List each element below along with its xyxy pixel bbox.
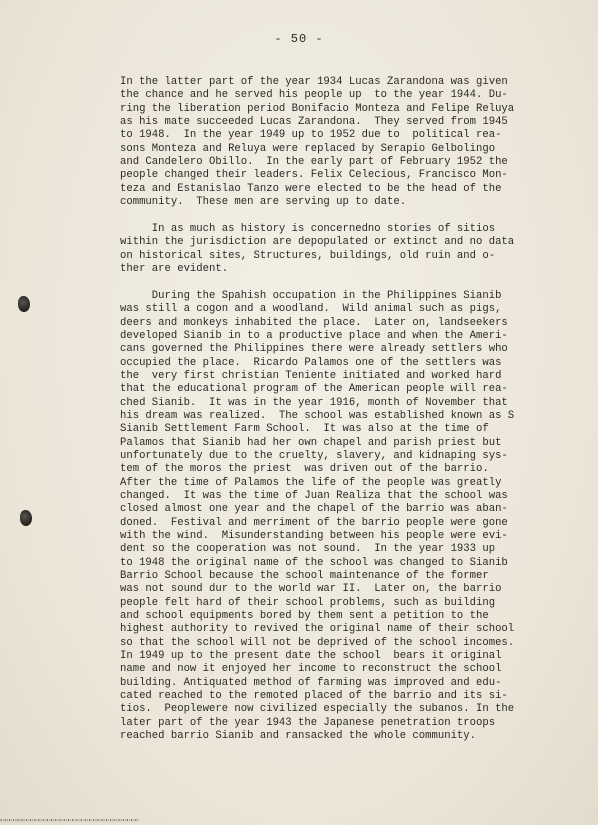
text-line: In 1949 up to the present date the school bears it original (120, 650, 502, 663)
text-line: In the latter part of the year 1934 Lucas Zarandona was given (120, 76, 508, 88)
text-line: unfortunately due to the cruelty, slavery, and kidnaping sys- (120, 449, 508, 462)
text-line: within the jurisdiction are depopulated or extinct and no data (120, 236, 515, 249)
text-line: dent so the cooperation was not sound. In the year 1933 up (120, 543, 496, 556)
text-line: reached barrio Sianib and ransacked the whole community. (120, 730, 477, 743)
text-line: teza and Estanislao Tanzo were elected to be the head of the (120, 182, 502, 195)
text-line: Barrio School because the school maintenance of the former (120, 570, 489, 583)
text-line: tem of the moros the priest was driven out of the barrio. (120, 463, 489, 476)
text-line: cated reached to the remoted placed of the barrio and its si- (120, 690, 508, 703)
text-line: his dream was realized. The school was established known as S (120, 409, 515, 422)
scan-footer-strip: ▮▯▮▯▮▯▮▯▮▯▮▯▮▯▮▯▮▯▮▯▮▯▮▯▮▯▮▯▮▯▮▯▮▯▮▯▮▯▮▯▮▯▮▯▮▯▮▯▮▯▮▯▮▯▮▯▮▯▮▯▮▯▮▯▮▯ (0, 819, 140, 823)
text-line: occupied the place. Ricardo Palamos one of the settlers was (120, 356, 502, 369)
text-line: that the educational program of the American people will rea- (120, 383, 508, 396)
document-body (120, 76, 540, 744)
paragraph-gap (120, 209, 540, 223)
text-line: highest authority to revived the original name of their school (120, 623, 515, 636)
paragraph-gap (120, 276, 540, 290)
text-line: ring the liberation period Bonifacio Monteza and Felipe Reluya (120, 102, 515, 115)
paragraph (120, 290, 540, 744)
text-line: doned. Festival and merriment of the barrio people were gone (120, 516, 508, 529)
text-line: developed Sianib in to a productive place and when the Ameri- (120, 329, 508, 342)
text-line: closed almost one year and the chapel of the barrio was aban- (120, 503, 508, 516)
paragraph (120, 76, 540, 209)
text-line: During the Spahish occupation in the Philippines Sianib (120, 289, 502, 302)
text-line: with the wind. Misunderstanding between his people were evi- (120, 530, 508, 542)
text-line: In as much as history is concernedno stories of sitios (120, 222, 496, 235)
text-line: tios. Peoplewere now civilized especially the subanos. In the (120, 703, 515, 716)
text-line: sons Monteza and Reluya were replaced by Serapio Gelbolingo (120, 142, 496, 155)
text-line: ther are evident. (120, 262, 229, 275)
text-line: people changed their leaders. Felix Celecious, Francisco Mon- (120, 169, 508, 182)
text-line: Palamos that Sianib had her own chapel and parish priest but (120, 436, 502, 449)
text-line: as his mate succeeded Lucas Zarandona. They served from 1945 (120, 116, 508, 129)
text-line: later part of the year 1943 the Japanese penetration troops (120, 716, 496, 729)
text-line: was not sound dur to the world war II. Later on, the barrio (120, 583, 502, 596)
text-line: community. These men are serving up to date. (120, 196, 407, 209)
text-line: deers and monkeys inhabited the place. Later on, landseekers (120, 316, 508, 329)
text-line: was still a cogon and a woodland. Wild animal such as pigs, (120, 303, 502, 316)
text-line: people felt hard of their school problems, such as building (120, 596, 496, 609)
page-number: - 50 - (274, 32, 324, 46)
text-line: cans governed the Philippines there were already settlers who (120, 343, 508, 356)
text-line: ched Sianib. It was in the year 1916, month of November that (120, 396, 508, 409)
text-line: on historical sites, Structures, buildings, old ruin and o- (120, 249, 496, 262)
paragraph (120, 223, 540, 276)
text-line: to 1948. In the year 1949 up to 1952 due to political rea- (120, 129, 502, 142)
text-line: building. Antiquated method of farming was improved and edu- (120, 676, 502, 689)
punch-hole (20, 510, 32, 526)
text-line: so that the school will not be deprived of the school incomes. (120, 636, 515, 649)
text-line: name and now it enjoyed her income to reconstruct the school (120, 663, 502, 676)
text-line: to 1948 the original name of the school was changed to Sianib (120, 556, 508, 569)
text-line: and Candelero Obillo. In the early part of February 1952 the (120, 156, 508, 169)
text-line: Sianib Settlement Farm School. It was also at the time of (120, 423, 489, 436)
text-line: changed. It was the time of Juan Realiza that the school was (120, 489, 508, 502)
text-line: the chance and he served his people up to the year 1944. Du- (120, 89, 508, 102)
text-line: the very first christian Teniente initiated and worked hard (120, 369, 502, 382)
text-line: and school equipments bored by them sent a petition to the (120, 610, 489, 623)
punch-hole (18, 296, 30, 312)
text-line: After the time of Palamos the life of the people was greatly (120, 476, 502, 489)
